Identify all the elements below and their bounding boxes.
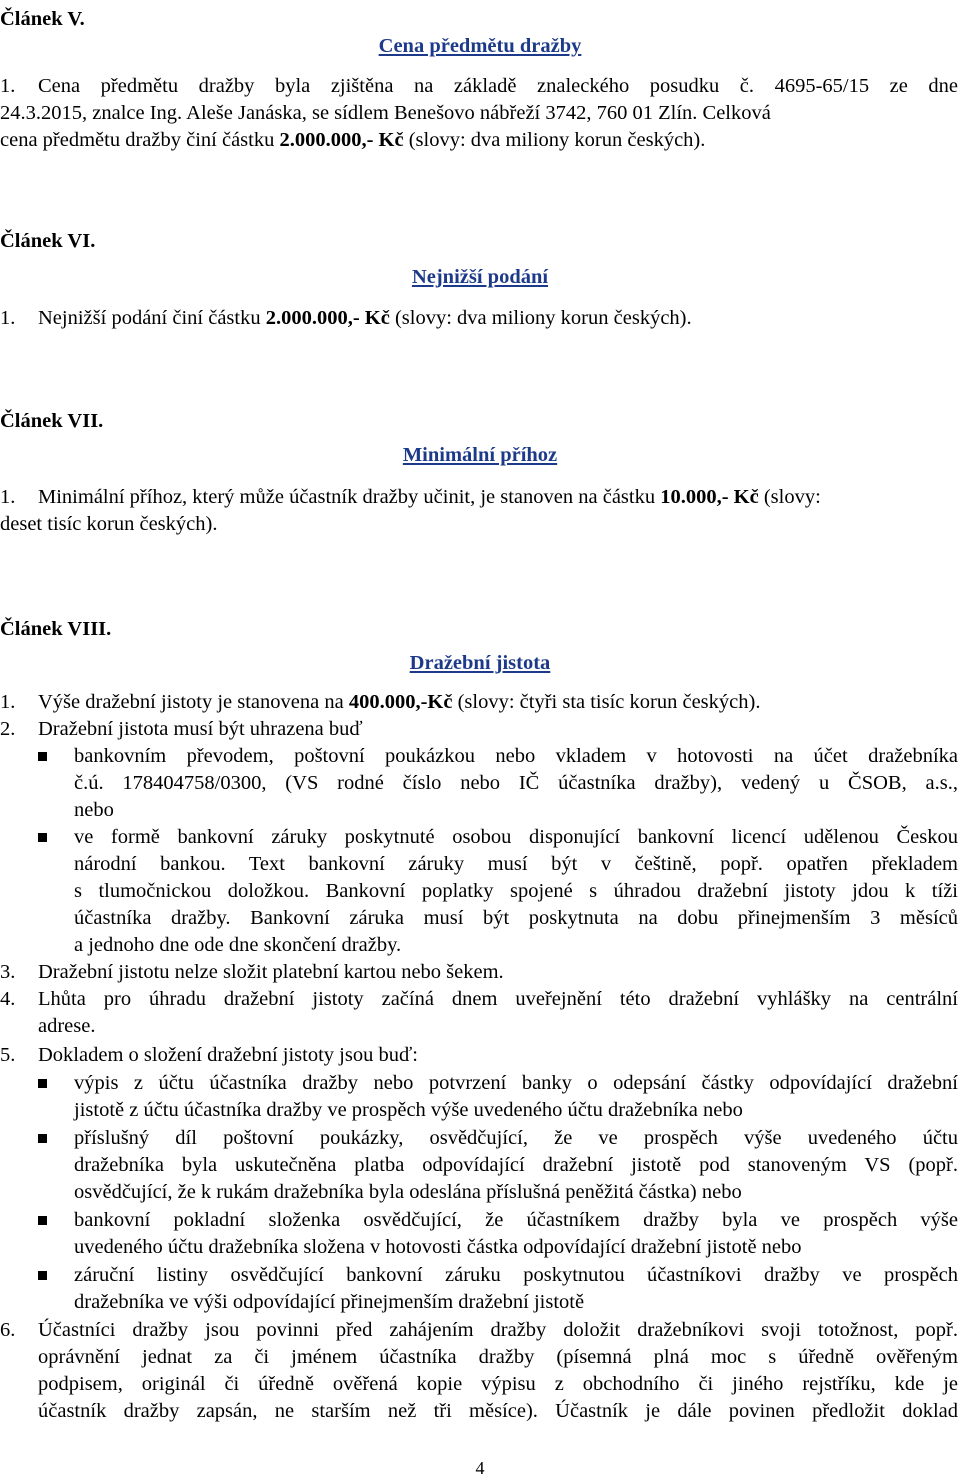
article-5-heading: Článek V. bbox=[0, 8, 85, 30]
text-line: dražebníka byla uskutečněna platba odpovídající dražební jistotě pod stanoveným VS (popř. bbox=[74, 1154, 958, 1176]
article-7-title: Minimální příhoz bbox=[402, 444, 558, 466]
article-5-title: Cena předmětu dražby bbox=[378, 35, 582, 57]
text-line: Dražební jistota musí být uhrazena buď bbox=[38, 718, 363, 740]
item-number: 3. bbox=[0, 961, 16, 983]
item-number: 2. bbox=[0, 718, 16, 740]
text-line: národní bankou. Text bankovní záruky musí být v češtině, popř. opatřen překladem bbox=[74, 853, 958, 875]
text-line: (slovy: dva miliony korun českých). bbox=[389, 307, 692, 329]
text-line: výpis z účtu účastníka dražby nebo potvrzení banky o odepsání částky odpovídající dražební bbox=[74, 1072, 958, 1094]
square-bullet-icon bbox=[38, 1216, 47, 1225]
text-line: jistotě z účtu účastníka dražby ve prospěch výše uvedeného účtu dražebníka nebo bbox=[74, 1099, 743, 1121]
text-line: Cena předmětu dražby byla zjištěna na základě znaleckého posudku č. 4695-65/15 ze dne bbox=[38, 75, 958, 97]
item-number: 6. bbox=[0, 1319, 16, 1341]
article-5-paragraph-1 bbox=[0, 73, 958, 154]
minimum-bid-amount: 2.000.000,- Kč bbox=[265, 307, 390, 329]
text-line: nebo bbox=[74, 799, 114, 821]
text-line: (slovy: čtyři sta tisíc korun českých). bbox=[452, 691, 761, 713]
article-6-paragraph-1 bbox=[0, 305, 958, 332]
text-line: Minimální příhoz, který může účastník dražby učinit, je stanoven na částku bbox=[38, 486, 661, 508]
article-6-heading: Článek VI. bbox=[0, 230, 96, 252]
bullet-item bbox=[38, 1125, 958, 1206]
text-line: účastník dražby zapsán, ne starším než tři měsíce). Účastník je dále povinen předložit doklad bbox=[38, 1400, 958, 1422]
square-bullet-icon bbox=[38, 1271, 47, 1280]
article-8-paragraph-6 bbox=[0, 1317, 958, 1425]
text-line: bankovním převodem, poštovní poukázkou nebo vkladem v hotovosti na účet dražebníka bbox=[74, 745, 958, 767]
article-8-paragraph-2 bbox=[0, 716, 958, 743]
text-line: záruční listiny osvědčující bankovní záruku poskytnutou účastníkovi dražby ve prospěch bbox=[74, 1264, 958, 1286]
article-8-heading: Článek VIII. bbox=[0, 618, 112, 640]
item-number: 1. bbox=[0, 691, 16, 713]
text-line: Lhůta pro úhradu dražební jistoty začíná dnem uveřejnění této dražební vyhlášky na centrální bbox=[38, 988, 958, 1010]
text-line: ve formě bankovní záruky poskytnuté osobou disponující bankovní licencí udělenou Českou bbox=[74, 826, 958, 848]
text-line: Dokladem o složení dražební jistoty jsou buď: bbox=[38, 1044, 418, 1066]
article-7-heading: Článek VII. bbox=[0, 410, 104, 432]
article-8-paragraph-5 bbox=[0, 1042, 958, 1069]
item-number: 5. bbox=[0, 1044, 16, 1066]
square-bullet-icon bbox=[38, 833, 47, 842]
article-8-paragraph-1 bbox=[0, 689, 958, 716]
text-line: uvedeného účtu dražebníka složena v hotovosti částka odpovídající dražební jistotě nebo bbox=[74, 1236, 802, 1258]
article-8-paragraph-4 bbox=[0, 986, 958, 1040]
article-7-paragraph-1 bbox=[0, 484, 958, 538]
text-line: cena předmětu dražby činí částku bbox=[0, 129, 280, 151]
minimum-increment-amount: 10.000,- Kč bbox=[660, 486, 759, 508]
text-line: Dražební jistotu nelze složit platební kartou nebo šekem. bbox=[38, 961, 504, 983]
item-number: 1. bbox=[0, 307, 16, 329]
price-amount: 2.000.000,- Kč bbox=[279, 129, 404, 151]
text-line: č.ú. 178404758/0300, (VS rodné číslo nebo IČ účastníka dražby), vedený u ČSOB, a.s., bbox=[74, 772, 958, 794]
text-line: 24.3.2015, znalce Ing. Aleše Janáska, se sídlem Benešovo nábřeží 3742, 760 01 Zlín. Celková bbox=[0, 102, 771, 124]
bullet-item bbox=[38, 743, 958, 824]
text-line: s tlumočnickou doložkou. Bankovní poplatky spojené s úhradou dražební jistoty jdou k tíži bbox=[74, 880, 958, 902]
bullet-item bbox=[38, 824, 958, 959]
text-line: a jednoho dne ode dne skončení dražby. bbox=[74, 934, 402, 956]
article-6-title: Nejnižší podání bbox=[411, 266, 549, 288]
text-line: bankovní pokladní složenka osvědčující, že účastníkem dražby byla ve prospěch výše bbox=[74, 1209, 958, 1231]
square-bullet-icon bbox=[38, 1079, 47, 1088]
text-line: Účastníci dražby jsou povinni před zahájením dražby doložit dražebníkovi svoji totožnost, popř. bbox=[38, 1319, 958, 1341]
item-number: 4. bbox=[0, 988, 16, 1010]
article-8-paragraph-3 bbox=[0, 959, 958, 986]
text-line: oprávnění jednat za či jménem účastníka dražby (písemná plná moc s úředně ověřeným bbox=[38, 1346, 958, 1368]
square-bullet-icon bbox=[38, 1134, 47, 1143]
text-line: adrese. bbox=[38, 1015, 96, 1037]
article-8-title: Dražební jistota bbox=[409, 652, 551, 674]
text-line: (slovy: dva miliony korun českých). bbox=[403, 129, 706, 151]
text-line: příslušný díl poštovní poukázky, osvědčující, že ve prospěch výše uvedeného účtu bbox=[74, 1127, 958, 1149]
text-line: dražebníka ve výši odpovídající přinejmenším dražební jistotě bbox=[74, 1291, 585, 1313]
text-line: (slovy: bbox=[758, 486, 821, 508]
bullet-item bbox=[38, 1262, 958, 1316]
item-number: 1. bbox=[0, 75, 16, 97]
text-line: Výše dražební jistoty je stanovena na bbox=[38, 691, 349, 713]
text-line: Nejnižší podání činí částku bbox=[38, 307, 266, 329]
deposit-amount: 400.000,-Kč bbox=[348, 691, 453, 713]
bullet-item bbox=[38, 1070, 958, 1124]
bullet-item bbox=[38, 1207, 958, 1261]
text-line: osvědčující, že k rukám dražebníka byla odeslána příslušná peněžitá částka) nebo bbox=[74, 1181, 742, 1203]
page-number: 4 bbox=[475, 1458, 485, 1478]
item-number: 1. bbox=[0, 486, 16, 508]
text-line: podpisem, originál či úředně ověřená kopie výpisu z obchodního či jiného rejstříku, kde je bbox=[38, 1373, 958, 1395]
text-line: deset tisíc korun českých). bbox=[0, 513, 218, 535]
text-line: účastníka dražby. Bankovní záruka musí být poskytnuta na dobu přinejmenším 3 měsíců bbox=[74, 907, 958, 929]
square-bullet-icon bbox=[38, 752, 47, 761]
